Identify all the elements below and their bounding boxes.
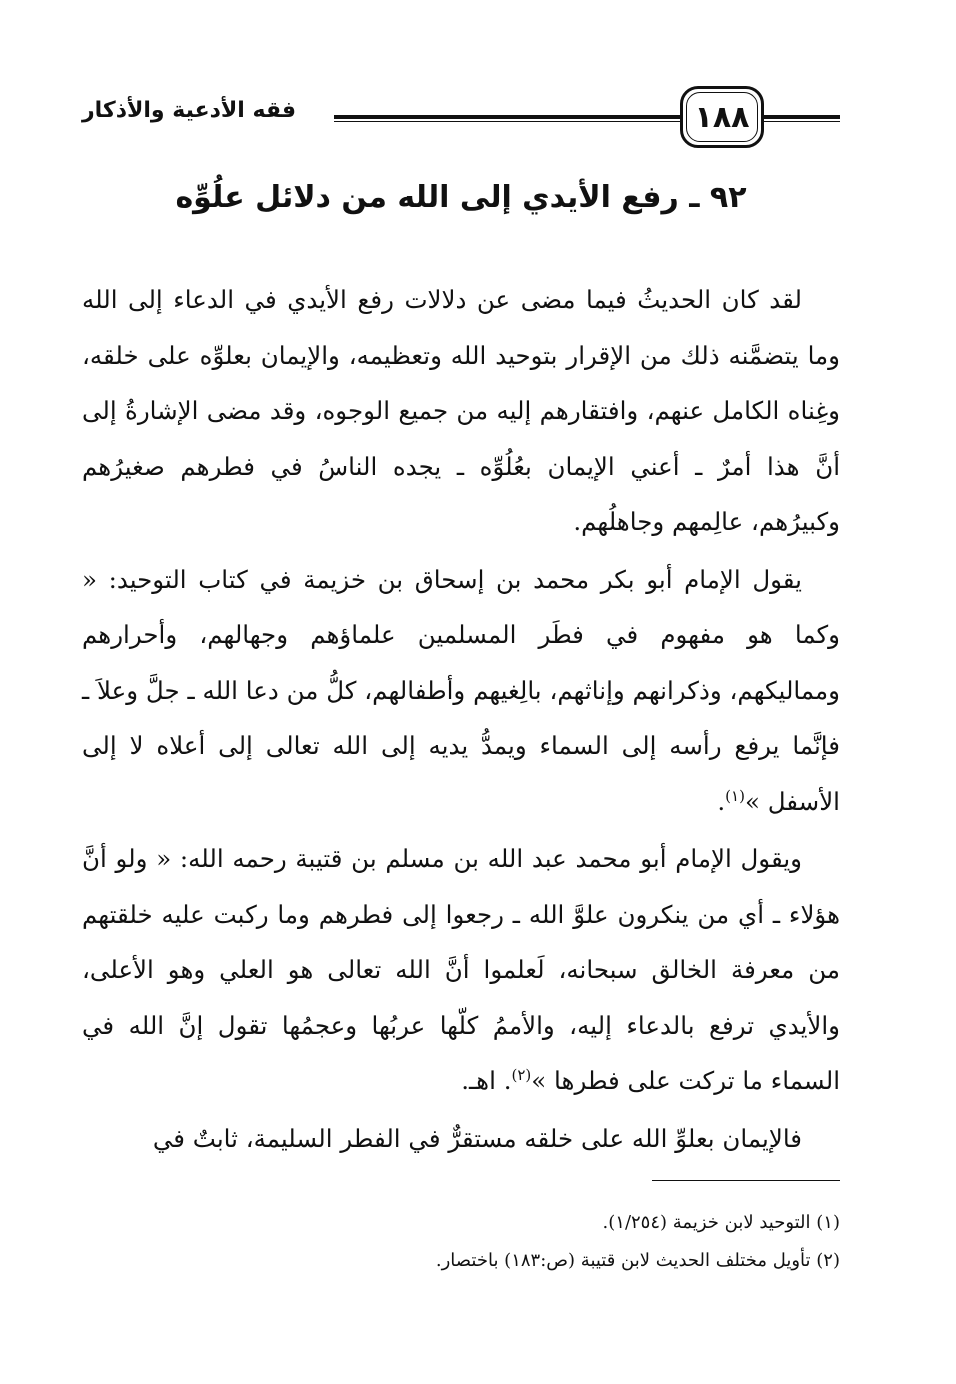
paragraph-text: ويقول الإمام أبو محمد عبد الله بن مسلم بن قتيبة رحمه الله: « ولو أنَّ هؤلاء ـ أي من ينكرون علوَّ الله ـ رجعوا إلى فطرهم وما ركبت عليه خلقتهم من معرفة الخالق سبحانه، لَعلموا أنَّ الله تعالى هو العلي وهو الأعلى، والأيدي ترفع بالدعاء إليه، والأممُ كلّها عربُها وعجمُها تقول إنَّ الله في السماء ما تركت على فطرها » [82,844,840,1095]
paragraph-tail: . اهـ. [461,1066,512,1095]
paragraph-text: فالإيمان بعلوِّ الله على خلقه مستقرٌّ في الفطر السليمة، ثابتٌ في [152,1123,802,1153]
paragraph-text: لقد كان الحديثُ فيما مضى عن دلالات رفع الأيدي في الدعاء إلى الله وما يتضمَّنه ذلك من الإقرار بتوحيد الله وتعظيمه، والإيمان بعلوِّه على خلقه، وغِناه الكامل عنهم، وافتقارهم إليه من جميع الوجوه، وقد مضى الإشارةُ إلى أنَّ هذا أمرٌ ـ أعني الإيمان بعُلُوِّه ـ يجده الناسُ في فطرهم صغيرُهم وكبيرُهم، عالِمهم وجاهلُهم. [82,285,840,536]
footnote-1: (١) التوحيد لابن خزيمة (١/٢٥٤). [602,1212,840,1233]
paragraph-ibn-khuzayma-quote [82,552,840,830]
footnote-2: (٢) تأويل مختلف الحديث لابن قتيبة (ص:١٨٣) باختصار. [435,1250,840,1271]
chapter-heading: ٩٢ ـ رفع الأيدي إلى الله من دلائل علُوِّه [175,180,747,215]
book-title: فقه الأدعية والأذكار [82,98,297,123]
body-text [82,272,840,1166]
paragraph-text: يقول الإمام أبو بكر محمد بن إسحاق بن خزيمة في كتاب التوحيد: « وكما هو مفهوم في فطَر المسلمين علماؤهم وجهالهم، وأحرارهم ومماليكهم، وذكرانهم وإناثهم، بالِغيهم وأطفالهم، كلُّ من دعا الله ـ جلَّ وعلاَ ـ فإنَّما يرفع رأسه إلى السماء ويمدُّ يديه إلى الله تعالى إلى أعلاه لا إلى الأسفل » [82,564,840,816]
paragraph-ibn-qutayba-quote [82,831,840,1109]
footnote-separator [652,1180,840,1181]
paragraph-tail: . [717,786,726,816]
paragraph-conclusion [82,1111,840,1167]
page-number: ١٨٨ [694,99,750,135]
header-rule-left [334,115,680,122]
paragraph-intro [82,272,840,550]
header-rule-right [764,115,840,122]
footnotes [82,1204,840,1280]
running-header [82,82,840,152]
footnote-ref-2[interactable]: (٢) [511,1065,532,1084]
footnote-ref-1[interactable]: (١) [725,786,745,805]
page-number-frame [680,86,764,148]
